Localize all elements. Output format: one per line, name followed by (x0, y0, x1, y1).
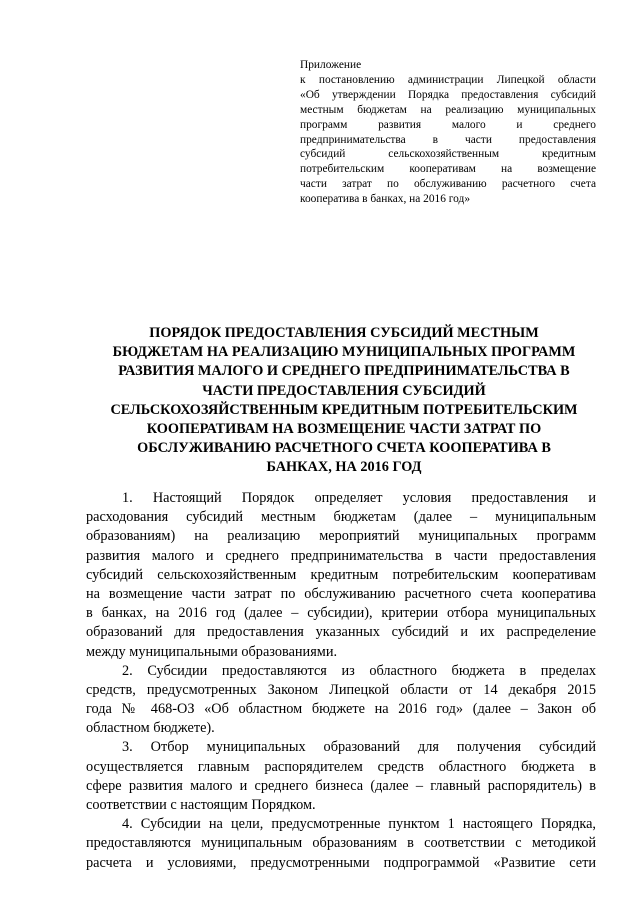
paragraph-line: 3. Отбор муниципальных образований для получения субсидий (122, 739, 596, 756)
title-line: КООПЕРАТИВАМ НА ВОЗМЕЩЕНИЕ ЧАСТИ ЗАТРАТ ПО (146, 421, 542, 438)
appendix-line: потребительским кооперативам на возмещение (300, 163, 596, 176)
paragraph-line: средств, предусмотренных Законом Липецкой области от 14 декабря 2015 (86, 681, 596, 698)
paragraph-1 (86, 489, 596, 662)
appendix-line: «Об утверждении Порядка предоставления субсидий (300, 88, 596, 101)
paragraph-line: субсидий сельскохозяйственным кредитным потребительским кооперативам (86, 566, 596, 583)
paragraph-line: образований для предоставления указанных субсидий и их распределение (86, 624, 596, 641)
appendix-line: части затрат по обслуживанию расчетного счета (300, 178, 596, 191)
paragraph-line: сфере развития малого и среднего бизнеса (далее – главный распорядитель) в (86, 777, 596, 794)
title-line: БАНКАХ, НА 2016 ГОД (266, 459, 422, 476)
title-line: ОБСЛУЖИВАНИЮ РАСЧЕТНОГО СЧЕТА КООПЕРАТИВА В (137, 440, 551, 457)
paragraph-4 (86, 815, 596, 873)
document-body (86, 489, 596, 873)
appendix-line: кооператива в банках, на 2016 год» (300, 193, 471, 206)
paragraph-line: предоставляются муниципальным образованиям в соответствии с методикой (86, 835, 596, 852)
paragraph-line: в банках, на 2016 год (далее – субсидии), критерии отбора муниципальных (86, 605, 596, 622)
title-line: СЕЛЬСКОХОЗЯЙСТВЕННЫМ КРЕДИТНЫМ ПОТРЕБИТЕЛЬСКИМ (110, 401, 578, 418)
paragraph-line: образованиям) на реализацию мероприятий муниципальных программ (86, 528, 596, 545)
title-line: РАЗВИТИЯ МАЛОГО И СРЕДНЕГО ПРЕДПРИНИМАТЕЛЬСТВА В (118, 363, 570, 380)
paragraph-line: между муниципальными образованиями. (86, 643, 338, 660)
title-line: ПОРЯДОК ПРЕДОСТАВЛЕНИЯ СУБСИДИЙ МЕСТНЫМ (149, 325, 539, 341)
appendix-line: местным бюджетам на реализацию муниципальных (300, 103, 596, 116)
paragraph-line: расходования субсидий местным бюджетам (далее – муниципальным (86, 509, 596, 526)
appendix-line: предпринимательства в части предоставления (300, 133, 596, 146)
appendix-line: к постановлению администрации Липецкой области (300, 73, 596, 86)
paragraph-line: 1. Настоящий Порядок определяет условия предоставления и (122, 490, 596, 506)
paragraph-2 (86, 662, 596, 739)
paragraph-line: развития малого и среднего предпринимательства в части предоставления (86, 547, 596, 564)
document-title (86, 324, 602, 478)
paragraph-line: на возмещение части затрат по обслуживанию расчетного счета кооператива (86, 585, 596, 602)
appendix-line: Приложение (300, 59, 362, 71)
paragraph-line: 4. Субсидии на цели, предусмотренные пунктом 1 настоящего Порядка, (122, 816, 596, 833)
paragraph-line: областном бюджете). (86, 720, 215, 737)
paragraph-line: осуществляется главным распорядителем средств областного бюджета в (86, 758, 596, 775)
appendix-line: субсидий сельскохозяйственным кредитным (300, 148, 596, 161)
paragraph-line: года № 468-ОЗ «Об областном бюджете на 2016 год» (далее – Закон об (86, 701, 596, 718)
appendix-line: программ развития малого и среднего (300, 118, 596, 131)
paragraph-line: 2. Субсидии предоставляются из областного бюджета в пределах (122, 662, 596, 679)
title-line: БЮДЖЕТАМ НА РЕАЛИЗАЦИЮ МУНИЦИПАЛЬНЫХ ПРОГРАММ (112, 344, 576, 361)
paragraph-line: расчета и условиями, предусмотренными подпрограммой «Развитие сети (86, 854, 596, 871)
title-line: ЧАСТИ ПРЕДОСТАВЛЕНИЯ СУБСИДИЙ (202, 382, 486, 399)
appendix-note (300, 58, 596, 207)
paragraph-line: соответствии с настоящим Порядком. (86, 797, 316, 813)
paragraph-3 (86, 738, 596, 815)
